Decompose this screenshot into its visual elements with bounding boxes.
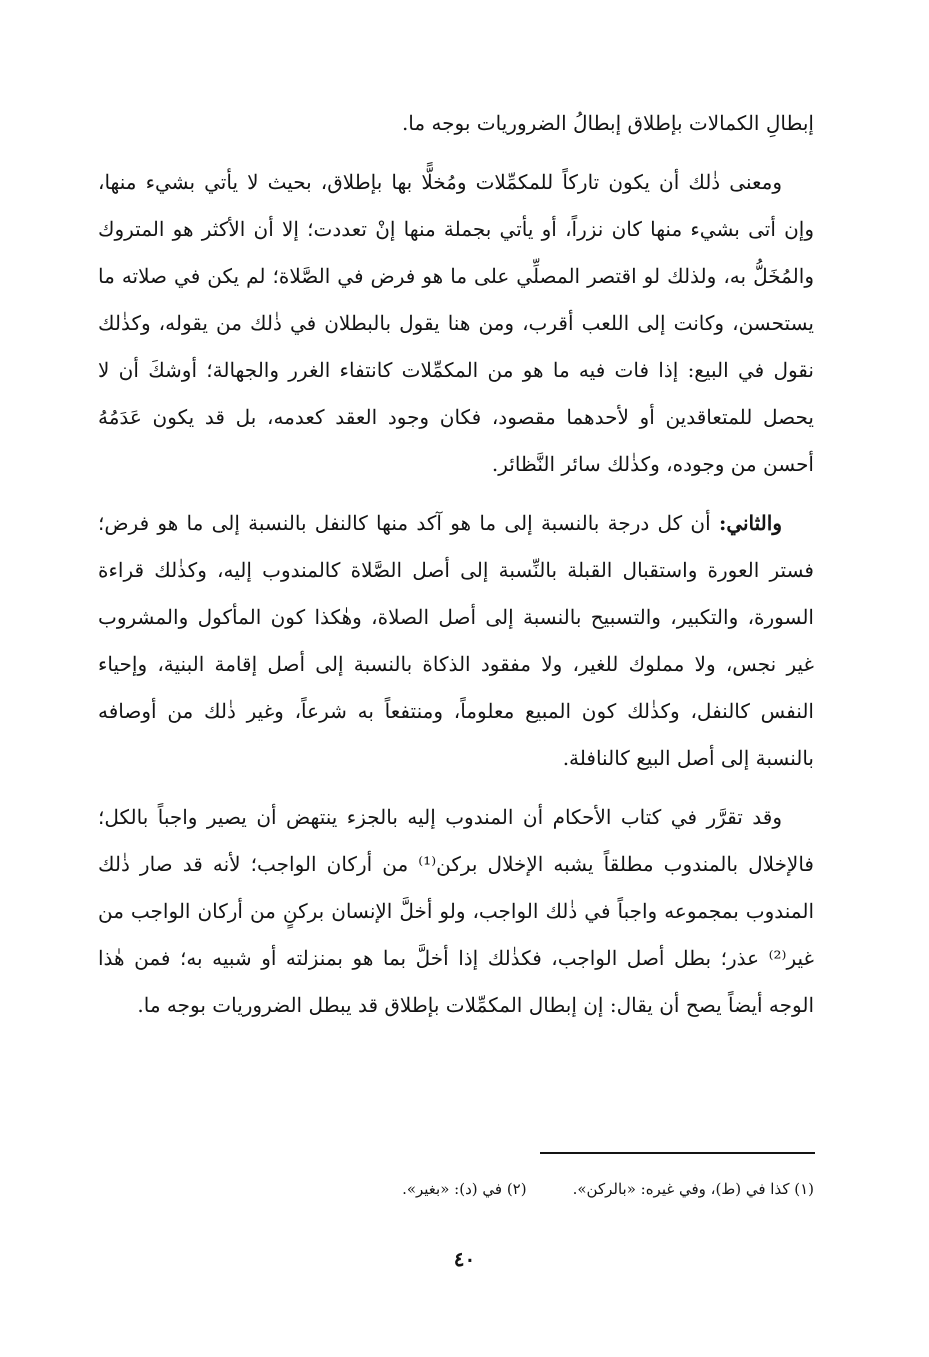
paragraph-second-point [98,500,814,782]
footnote-2: (٢) في (د): «بغير». [402,1180,527,1198]
paragraph-meaning: ومعنى ذٰلك أن يكون تاركاً للمكمِّلات ومُخلًّا بها بإطلاق، بحيث لا يأتي بشيء منها، وإن أتى بشيء منها كان نزراً، أو يأتي بجملة منها إنْ تعددت؛ إلا أن الأكثر هو المتروك والمُخَلُّ به، ولذلك لو اقتصر المصلِّي على ما هو فرض في الصَّلاة؛ لم يكن في صلاته ما يستحسن، وكانت إلى اللعب أقرب، ومن هنا يقول بالبطلان في ذٰلك من يقوله، وكذٰلك نقول في البيع: إذا فات فيه ما هو من المكمِّلات كانتفاء الغرر والجهالة؛ أوشكَ أن لا يحصل للمتعاقدين أو لأحدهما مقصود، فكان وجود العقد كعدمه، بل قد يكون عَدَمُهُ أحسن من وجوده، وكذٰلك سائر النَّظائر. [98,170,814,476]
footnote-1: (١) كذا في (ط)، وفي غيره: «بالركن». [572,1180,814,1198]
paragraph-continuation: إبطالِ الكمالات بإطلاق إبطالُ الضروريات بوجه ما. [401,111,814,135]
paragraph-rulings: وقد تقرَّر في كتاب الأحكام أن المندوب إليه بالجزء ينتهض أن يصير واجباً بالكل؛ فالإخلال بالمندوب مطلقاً يشبه الإخلال بركن⁽¹⁾ من أركان الواجب؛ لأنه قد صار ذٰلك المندوب بمجموعه واجباً في ذٰلك الواجب، ولو أخلَّ الإنسان بركنٍ من أركان الواجب من غير⁽²⁾ عذر؛ بطل أصل الواجب، فكذٰلك إذا أخلَّ بما هو بمنزلته أو شبيه به؛ فمن هٰذا الوجه أيضاً يصح أن يقال: إن إبطال المكمِّلات بإطلاق قد يبطل الضروريات بوجه ما. [98,805,814,1017]
page-number: ٤٠ [453,1247,476,1271]
page-body [98,100,814,1029]
paragraph-lead-word: والثاني: [718,511,782,535]
footnotes [200,1178,814,1200]
footnote-divider [540,1152,815,1154]
paragraph-second-point-text: أن كل درجة بالنسبة إلى ما هو آكد منها كالنفل بالنسبة إلى ما هو فرض؛ فستر العورة واستقبال القبلة بالنِّسبة إلى أصل الصَّلاة كالمندوب إليه، وكذٰلك قراءة السورة، والتكبير، والتسبيح بالنسبة إلى أصل الصلاة، وهٰكذا كون المأكول والمشروب غير نجس، ولا مملوك للغير، ولا مفقود الذكاة بالنسبة إلى أصل إقامة البنية، وإحياء النفس كالنفل، وكذٰلك كون المبيع معلوماً، ومنتفعاً به شرعاً، وغير ذٰلك من أوصافه بالنسبة إلى أصل البيع كالنافلة. [98,511,814,770]
